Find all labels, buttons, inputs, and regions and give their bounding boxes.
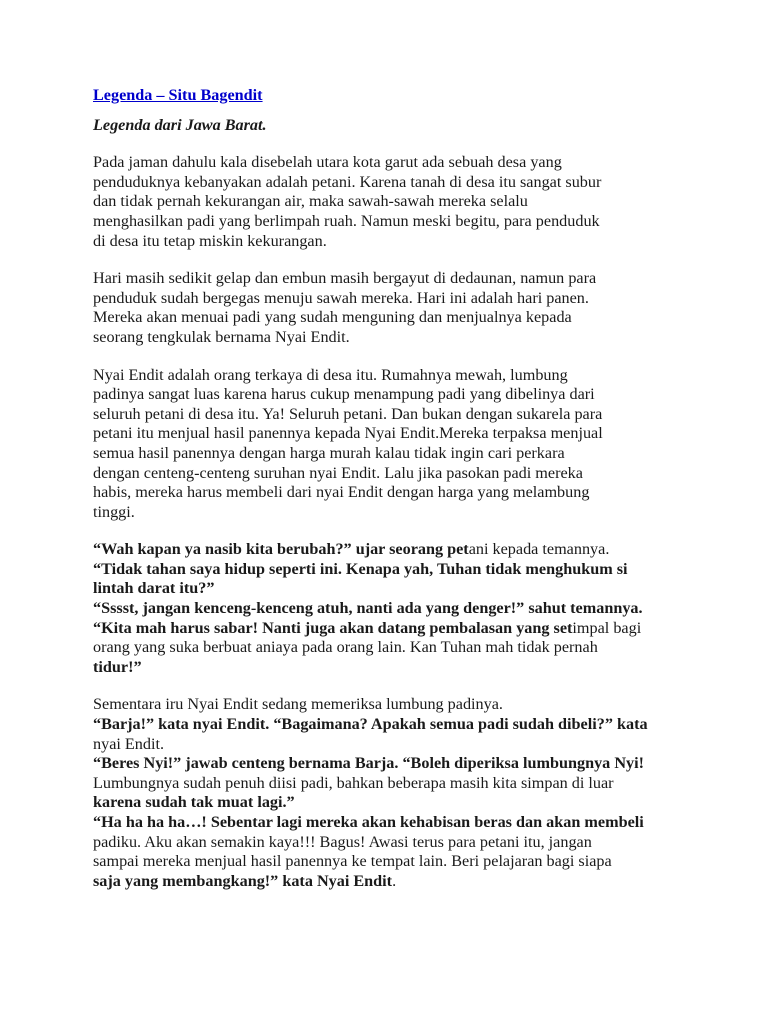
dialog-bold-text: “Wah kapan ya nasib kita berubah?” ujar seorang pet: [93, 540, 469, 559]
dialog-line: [93, 715, 693, 735]
dialog-line: [93, 560, 693, 580]
paragraph-line: dan tidak pernah kekurangan air, maka sawah-sawah mereka selalu: [93, 192, 528, 211]
dialog-line: [93, 852, 693, 872]
dialog-bold-text: “Sssst, jangan kenceng-kenceng atuh, nanti ada yang denger!” sahut temannya.: [93, 599, 643, 618]
paragraph-line: seorang tengkulak bernama Nyai Endit.: [93, 327, 350, 346]
dialog-line: [93, 540, 693, 560]
dialog-line: [93, 754, 693, 774]
dialog-line: [93, 658, 693, 678]
document-subtitle: Legenda dari Jawa Barat.: [93, 115, 267, 134]
dialog-block-2: [93, 695, 693, 891]
dialog-line: [93, 599, 693, 619]
paragraph-line: Nyai Endit adalah orang terkaya di desa itu. Rumahnya mewah, lumbung: [93, 365, 568, 384]
dialog-line: [93, 619, 693, 639]
paragraph-line: habis, mereka harus membeli dari nyai Endit dengan harga yang melambung: [93, 483, 590, 502]
dialog-normal-text: orang yang suka berbuat aniaya pada orang lain. Kan Tuhan mah tidak pernah: [93, 638, 598, 657]
dialog-line: [93, 774, 693, 794]
dialog-bold-text: “Kita mah harus sabar! Nanti juga akan datang pembalasan yang set: [93, 618, 573, 637]
dialog-normal-text: padiku. Aku akan semakin kaya!!! Bagus! Awasi terus para petani itu, jangan: [93, 832, 592, 851]
dialog-line: [93, 793, 693, 813]
paragraph-3: [93, 366, 693, 523]
document-page: [93, 86, 693, 909]
paragraph-line: Hari masih sedikit gelap dan embun masih bergayut di dedaunan, namun para: [93, 269, 597, 288]
dialog-bold-text: lintah darat itu?”: [93, 579, 215, 598]
dialog-normal-text: impal bagi: [572, 618, 642, 637]
dialog-normal-text: Lumbungnya sudah penuh diisi padi, bahkan beberapa masih kita simpan di luar: [93, 773, 614, 792]
paragraph-line: di desa itu tetap miskin kekurangan.: [93, 231, 327, 250]
document-title[interactable]: Legenda – Situ Bagendit: [93, 86, 263, 104]
paragraph-line: semua hasil panennya dengan harga murah kalau tidak ingin cari perkara: [93, 443, 565, 462]
dialog-normal-text: .: [392, 871, 397, 890]
dialog-bold-text: “Barja!” kata nyai Endit. “Bagaimana? Apakah semua padi sudah dibeli?” kata: [93, 715, 648, 734]
dialog-normal-text: ani kepada temannya.: [468, 540, 610, 559]
paragraph-line: dengan centeng-centeng suruhan nyai Endit. Lalu jika pasokan padi mereka: [93, 463, 583, 482]
dialog-line: [93, 695, 693, 715]
paragraph-line: Mereka akan menuai padi yang sudah menguning dan menjualnya kepada: [93, 308, 572, 327]
paragraph-line: penduduknya kebanyakan adalah petani. Karena tanah di desa itu sangat subur: [93, 172, 602, 191]
dialog-line: [93, 872, 693, 892]
dialog-bold-text: “Tidak tahan saya hidup seperti ini. Kenapa yah, Tuhan tidak menghukum si: [93, 559, 628, 578]
dialog-bold-text: “Beres Nyi!” jawab centeng bernama Barja. “Boleh diperiksa lumbungnya Nyi!: [93, 754, 644, 773]
dialog-bold-text: karena sudah tak muat lagi.”: [93, 793, 295, 812]
dialog-normal-text: Sementara iru Nyai Endit sedang memeriksa lumbung padinya.: [93, 695, 503, 714]
dialog-normal-text: sampai mereka menjual hasil panennya ke tempat lain. Beri pelajaran bagi siapa: [93, 852, 612, 871]
dialog-bold-text: saja yang membangkang!” kata Nyai Endit: [93, 871, 393, 890]
dialog-line: [93, 638, 693, 658]
paragraph-line: Pada jaman dahulu kala disebelah utara kota garut ada sebuah desa yang: [93, 153, 562, 172]
dialog-normal-text: nyai Endit.: [93, 734, 165, 753]
paragraph-line: tinggi.: [93, 502, 135, 521]
paragraph-1: [93, 153, 693, 251]
paragraph-line: padinya sangat luas karena harus cukup menampung padi yang dibelinya dari: [93, 385, 595, 404]
paragraph-line: menghasilkan padi yang berlimpah ruah. Namun meski begitu, para penduduk: [93, 211, 600, 230]
dialog-line: [93, 833, 693, 853]
paragraph-line: seluruh petani di desa itu. Ya! Seluruh petani. Dan bukan dengan sukarela para: [93, 404, 603, 423]
dialog-bold-text: tidur!”: [93, 657, 142, 676]
dialog-bold-text: “Ha ha ha ha…! Sebentar lagi mereka akan kehabisan beras dan akan membeli: [93, 813, 644, 831]
dialog-line: [93, 579, 693, 599]
dialog-line: [93, 735, 693, 755]
paragraph-line: penduduk sudah bergegas menuju sawah mereka. Hari ini adalah hari panen.: [93, 288, 589, 307]
dialog-line: [93, 813, 693, 833]
paragraph-line: petani itu menjual hasil panennya kepada Nyai Endit.Mereka terpaksa menjual: [93, 424, 603, 443]
dialog-block-1: [93, 540, 693, 677]
paragraph-2: [93, 269, 693, 347]
